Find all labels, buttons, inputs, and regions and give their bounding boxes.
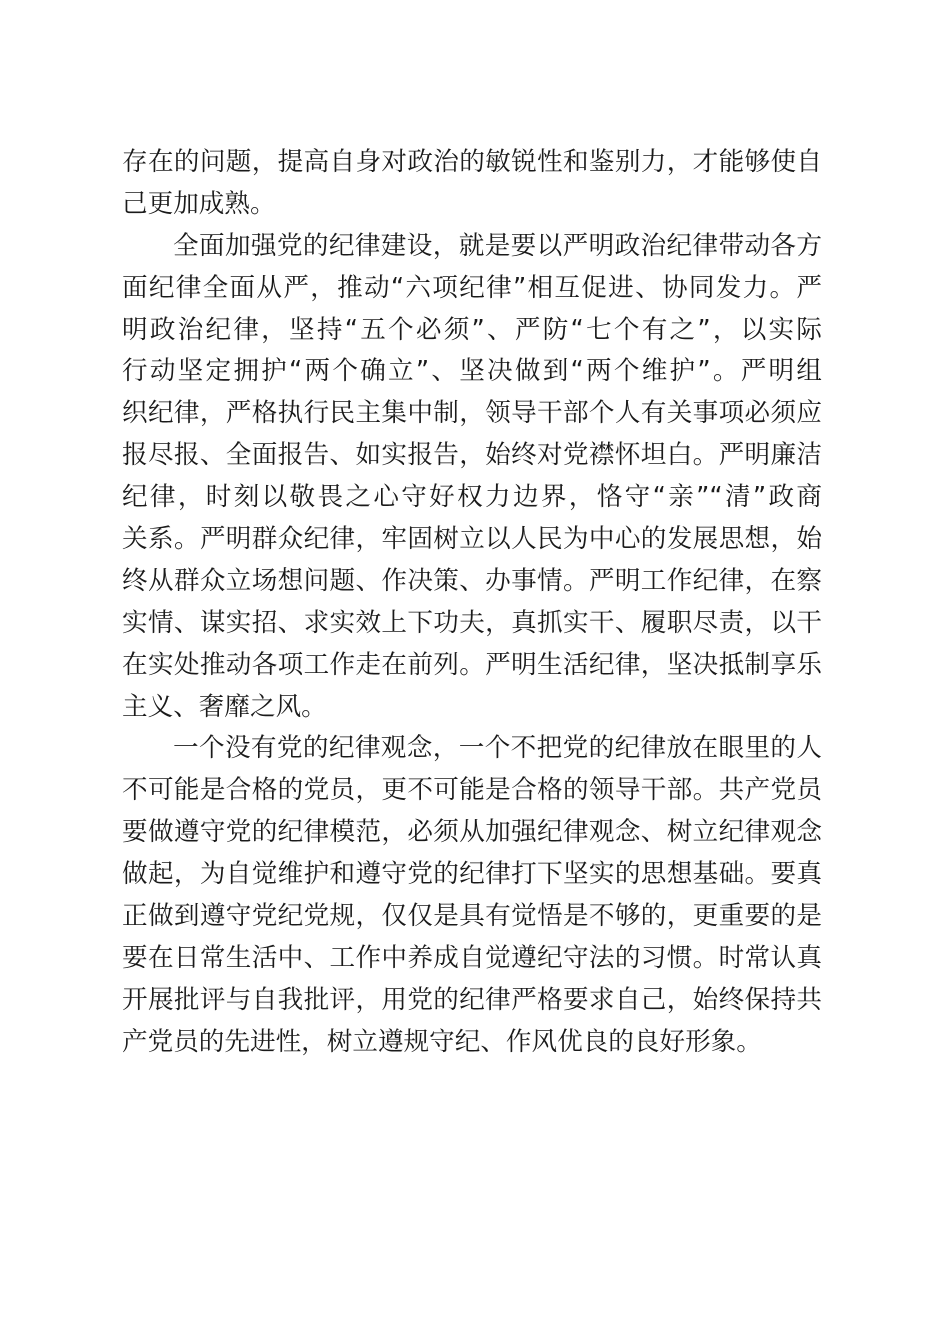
paragraph-3 — [122, 728, 822, 1063]
paragraph-line: 报尽报、全面报告、如实报告，始终对党襟怀坦白。严明廉洁 — [122, 440, 822, 471]
paragraph-line: 全面加强党的纪律建设，就是要以严明政治纪律带动各方 — [173, 230, 822, 261]
paragraph-line: 关系。严明群众纪律，牢固树立以人民为中心的发展思想，始 — [122, 524, 822, 555]
paragraph-line: 实情、谋实招、求实效上下功夫，真抓实干、履职尽责，以干 — [122, 607, 822, 638]
paragraph-line: 做起，为自觉维护和遵守党的纪律打下坚实的思想基础。要真 — [122, 859, 822, 890]
body-text — [122, 142, 822, 1064]
paragraph-line: 要在日常生活中、工作中养成自觉遵纪守法的习惯。时常认真 — [122, 942, 822, 973]
paragraph-line: 己更加成熟。 — [122, 188, 276, 219]
paragraph-line: 正做到遵守党纪党规，仅仅是具有觉悟是不够的，更重要的是 — [122, 901, 822, 932]
paragraph-line: 在实处推动各项工作走在前列。严明生活纪律，坚决抵制享乐 — [122, 649, 822, 680]
paragraph-1 — [122, 142, 822, 226]
paragraph-line: 纪律，时刻以敬畏之心守好权力边界，恪守“亲”“清”政商 — [122, 482, 822, 513]
paragraph-line: 主义、奢靡之风。 — [122, 691, 327, 722]
paragraph-line: 明政治纪律，坚持“五个必须”、严防“七个有之”，以实际 — [122, 314, 822, 345]
paragraph-line: 要做遵守党的纪律模范，必须从加强纪律观念、树立纪律观念 — [122, 817, 822, 848]
paragraph-line: 开展批评与自我批评，用党的纪律严格要求自己，始终保持共 — [122, 984, 822, 1015]
paragraph-2 — [122, 226, 822, 729]
paragraph-line: 行动坚定拥护“两个确立”、坚决做到“两个维护”。严明组 — [122, 356, 822, 387]
paragraph-line: 织纪律，严格执行民主集中制，领导干部个人有关事项必须应 — [122, 398, 822, 429]
paragraph-line: 不可能是合格的党员，更不可能是合格的领导干部。共产党员 — [122, 775, 822, 806]
paragraph-line: 存在的问题，提高自身对政治的敏锐性和鉴别力，才能够使自 — [122, 147, 822, 177]
paragraph-line: 一个没有党的纪律观念，一个不把党的纪律放在眼里的人 — [173, 733, 822, 764]
paragraph-line: 产党员的先进性，树立遵规守纪、作风优良的良好形象。 — [122, 1026, 762, 1057]
paragraph-line: 终从群众立场想问题、作决策、办事情。严明工作纪律，在察 — [122, 565, 822, 596]
paragraph-line: 面纪律全面从严，推动“六项纪律”相互促进、协同发力。严 — [122, 272, 822, 303]
